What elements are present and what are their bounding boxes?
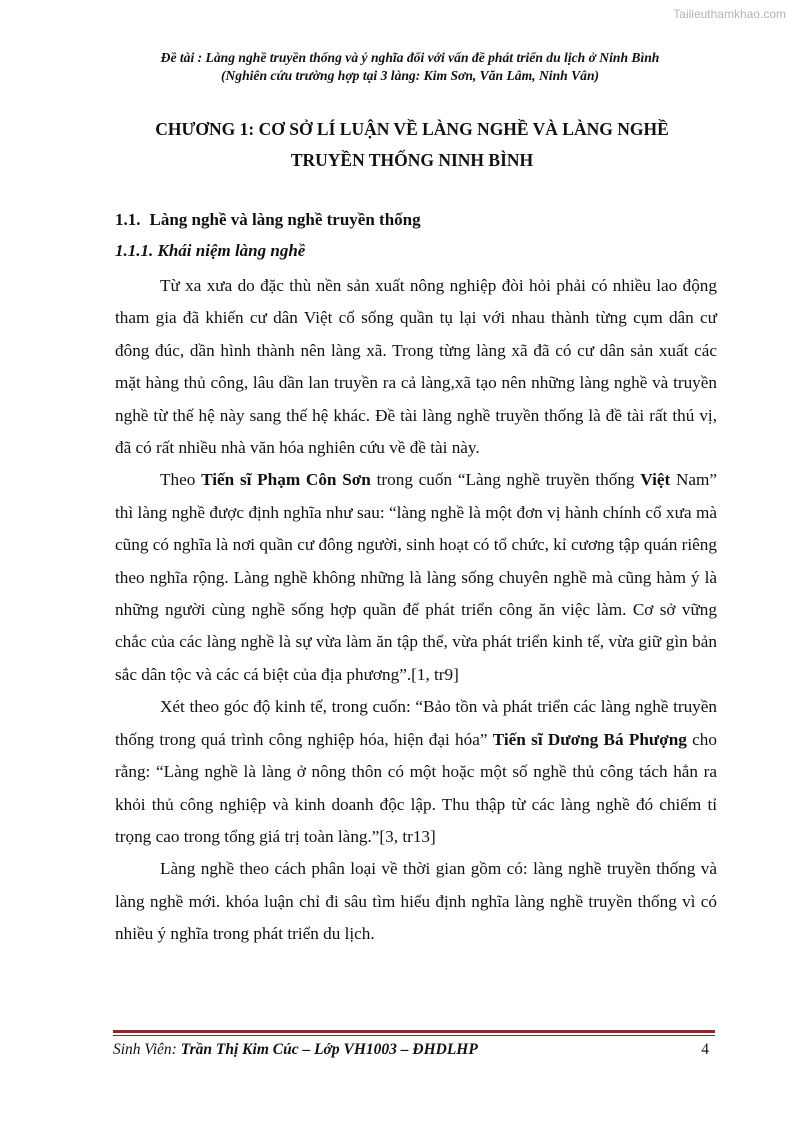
paragraph-2 <box>115 464 717 691</box>
paragraph-4: Làng nghề theo cách phân loại về thời gian gồm có: làng nghề truyền thống và làng nghề mới. khóa luận chỉ đi sâu tìm hiểu định nghĩa làng nghề truyền thống vì có nhiều ý nghĩa trong phát triển du lịch. <box>115 859 717 944</box>
footer-student-info: Trần Thị Kim Cúc – Lớp VH1003 – ĐHDLHP <box>180 1041 478 1058</box>
footer-rule-thick <box>113 1030 715 1033</box>
p2-text-c: trong cuốn “Làng nghề truyền thống <box>370 470 641 490</box>
section-heading <box>115 208 421 232</box>
page-number: 4 <box>701 1041 709 1058</box>
chapter-title-line-1: CHƯƠNG 1: CƠ SỞ LÍ LUẬN VỀ LÀNG NGHỀ VÀ LÀNG NGHỀ <box>155 119 669 139</box>
p2-text-e: Nam” thì làng nghề được định nghĩa như sau: “làng nghề là một đơn vị hành chính cổ xưa mà cũng có nghĩa là nơi quần cư đông người, sinh hoạt có tổ chức, kỉ cương tập quán riêng theo nghĩa rộng. Làng nghề không những là làng sống chuyên nghề mà cũng hàm ý là những người cùng nghề sống hợp quần để phát triển công ăn việc làm. Cơ sở vững chắc của các làng nghề là sự vừa làm ăn tập thể, vừa phát triển kinh tế, vừa giữ gìn bản sắc dân tộc và các cá biệt của địa phương”.[1, tr9] <box>115 470 718 684</box>
header-line-1: Đề tài : Làng nghề truyền thống và ý nghĩa đối với vấn đề phát triển du lịch ở Ninh Bình <box>160 50 660 65</box>
paragraph-3 <box>115 691 717 853</box>
running-header <box>110 49 710 85</box>
p3-text-c: cho rằng: “Làng nghề là làng ở nông thôn có một hoặc một số nghề thủ công tách hẳn ra khỏi thủ công nghiệp và kinh doanh độc lập. Thu thập từ các làng nghề đó chiếm tỉ trọng cao trong tổng giá trị toàn làng.”[3, tr13] <box>115 729 717 846</box>
section-number: 1.1. <box>115 210 141 229</box>
header-line-2: (Nghiên cứu trường hợp tại 3 làng: Kim Sơn, Văn Lâm, Ninh Vân) <box>220 68 600 83</box>
subsection-number: 1.1.1. <box>115 241 154 260</box>
subsection-heading <box>115 239 305 263</box>
p2-author-name: Tiến sĩ Phạm Côn Sơn <box>201 470 371 490</box>
p3-author-name: Tiến sĩ Dương Bá Phượng <box>492 729 687 749</box>
running-footer <box>113 1040 709 1060</box>
watermark: Tailieuthamkhao.com <box>673 7 786 21</box>
p3-text-a: Xét theo góc độ kinh tế, trong cuốn: “Bảo tồn và phát triển các làng nghề truyền thống trong quá trình công nghiệp hóa, hiện đại hóa” <box>115 697 717 749</box>
body-text <box>115 270 717 951</box>
paragraph-1: Từ xa xưa do đặc thù nền sản xuất nông nghiệp đòi hỏi phải có nhiều lao động tham gia đã khiến cư dân Việt cổ sống quần tụ lại với nhau thành từng cụm dân cư đông đúc, dần hình thành nên làng xã. Trong từng làng xã đã có cư dân sản xuất các mặt hàng thủ công, lâu dần lan truyền ra cả làng,xã tạo nên những làng nghề và truyền nghề từ thế hệ này sang thế hệ khác. Đề tài làng nghề truyền thống là đề tài rất thú vị, đã có rất nhiều nhà văn hóa nghiên cứu về đề tài này. <box>115 276 717 458</box>
p2-text-a: Theo <box>160 470 202 490</box>
section-title: Làng nghề và làng nghề truyền thống <box>149 210 421 229</box>
p2-bold-word: Việt <box>640 470 671 490</box>
footer-label: Sinh Viên: <box>113 1041 181 1058</box>
subsection-title: Khái niệm làng nghề <box>157 241 306 260</box>
footer-rule-thin <box>113 1035 715 1036</box>
chapter-title <box>110 114 714 176</box>
chapter-title-line-2: TRUYỀN THỐNG NINH BÌNH <box>290 150 534 170</box>
